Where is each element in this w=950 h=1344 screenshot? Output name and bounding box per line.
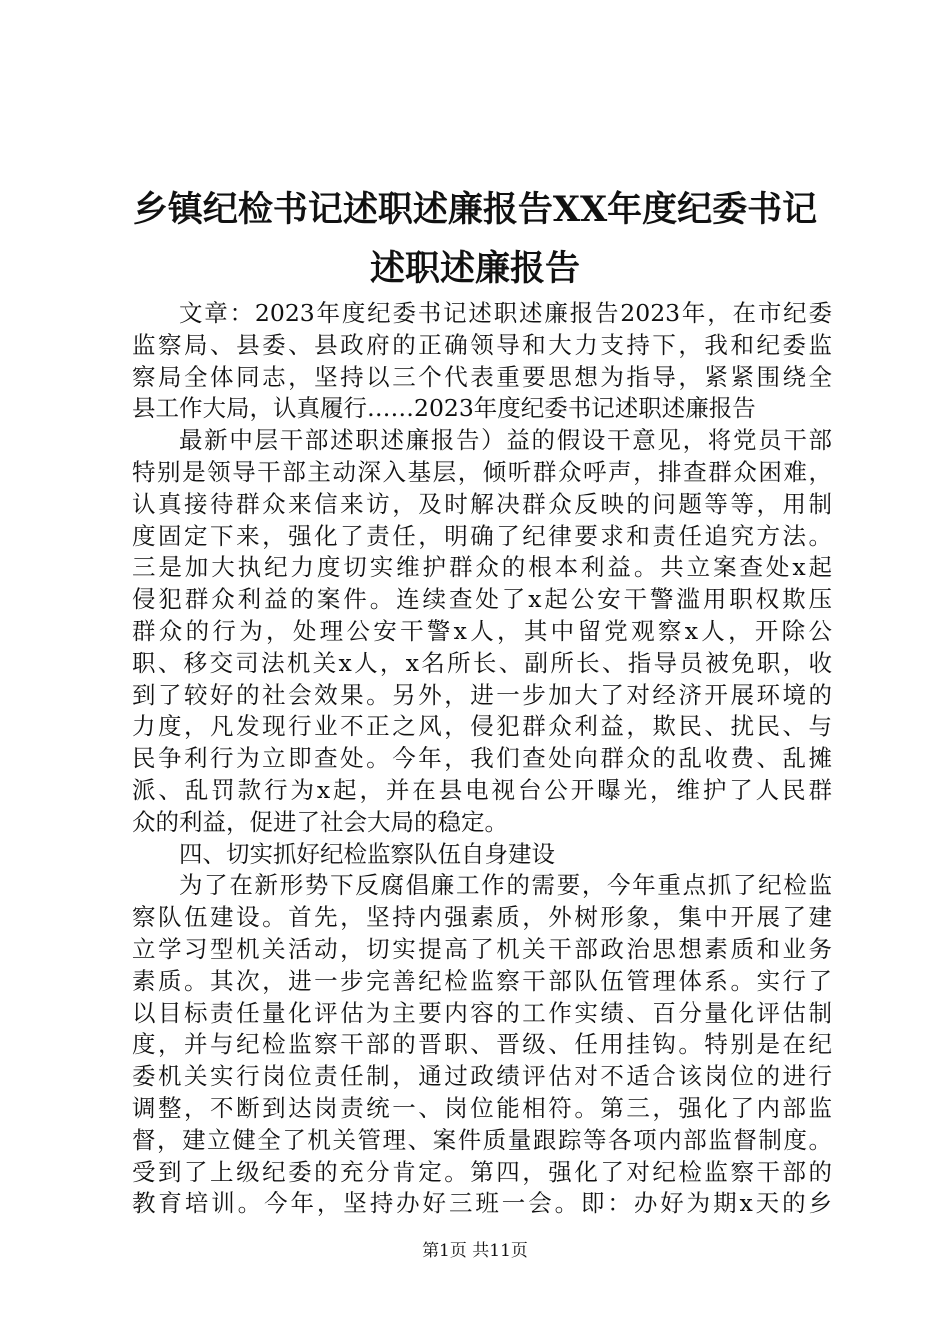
body-text-line: 最新中层干部述职述廉报告）益的假设干意见，将党员干部 (179, 426, 832, 455)
body-text-line: 侵犯群众利益的案件。连续查处了x起公安干警滥用职权欺压 (132, 585, 832, 614)
body-text-line: 县工作大局，认真履行……2023年度纪委书记述职述廉报告 (132, 394, 756, 423)
body-text-line: 督，建立健全了机关管理、案件质量跟踪等各项内部监督制度。 (132, 1125, 832, 1154)
body-text-line: 三是加大执纪力度切实维护群众的根本利益。共立案查处x起 (132, 553, 832, 582)
body-text-line: 派、乱罚款行为x起，并在县电视台公开曝光，维护了人民群 (132, 775, 832, 804)
body-text-line: 众的利益，促进了社会大局的稳定。 (132, 807, 508, 836)
body-text-line: 到了较好的社会效果。另外，进一步加大了对经济开展环境的 (132, 680, 832, 709)
body-text-line: 受到了上级纪委的充分肯定。第四，强化了对纪检监察干部的 (132, 1157, 832, 1186)
body-text-line: 以目标责任量化评估为主要内容的工作实绩、百分量化评估制 (132, 998, 832, 1027)
body-text-line: 度，并与纪检监察干部的晋职、晋级、任用挂钩。特别是在纪 (132, 1030, 832, 1059)
body-text-line: 察队伍建设。首先，坚持内强素质，外树形象，集中开展了建 (132, 903, 832, 932)
body-text-line: 委机关实行岗位责任制，通过政绩评估对不适合该岗位的进行 (132, 1062, 832, 1091)
body-text-line: 文章：2023年度纪委书记述职述廉报告2023年，在市纪委 (179, 299, 832, 327)
body-text-line: 认真接待群众来信来访，及时解决群众反映的问题等等，用制 (132, 489, 832, 518)
body-text-line: 察局全体同志，坚持以三个代表重要思想为指导，紧紧围绕全 (132, 362, 832, 391)
document-title-line-1: 乡镇纪检书记述职述廉报告XX年度纪委书记 (132, 189, 818, 230)
body-text-line: 立学习型机关活动，切实提高了机关干部政治思想素质和业务 (132, 934, 832, 963)
body-text-line: 民争利行为立即查处。今年，我们查处向群众的乱收费、乱摊 (132, 744, 832, 773)
body-text-line: 群众的行为，处理公安干警x人，其中留党观察x人，开除公 (132, 616, 832, 645)
page-footer: 第1页 共11页 (422, 1241, 528, 1261)
body-text-line: 特别是领导干部主动深入基层，倾听群众呼声，排查群众困难， (132, 457, 832, 486)
document-title-line-2: 述职述廉报告 (369, 248, 580, 289)
body-text-line: 教育培训。今年，坚持办好三班一会。即：办好为期x天的乡 (132, 1189, 832, 1218)
body-text-line: 素质。其次，进一步完善纪检监察干部队伍管理体系。实行了 (132, 966, 832, 995)
body-text-line: 职、移交司法机关x人，x名所长、副所长、指导员被免职，收 (132, 648, 832, 677)
document-body (132, 298, 832, 1220)
body-text-line: 四、切实抓好纪检监察队伍自身建设 (179, 839, 555, 868)
body-text-line: 监察局、县委、县政府的正确领导和大力支持下，我和纪委监 (132, 330, 832, 359)
body-text-line: 为了在新形势下反腐倡廉工作的需要，今年重点抓了纪检监 (179, 871, 832, 900)
body-text-line: 度固定下来，强化了责任，明确了纪律要求和责任追究方法。 (132, 521, 832, 550)
body-text-line: 调整，不断到达岗责统一、岗位能相符。第三，强化了内部监 (132, 1093, 832, 1122)
body-text-line: 力度，凡发现行业不正之风，侵犯群众利益，欺民、扰民、与 (132, 712, 832, 741)
